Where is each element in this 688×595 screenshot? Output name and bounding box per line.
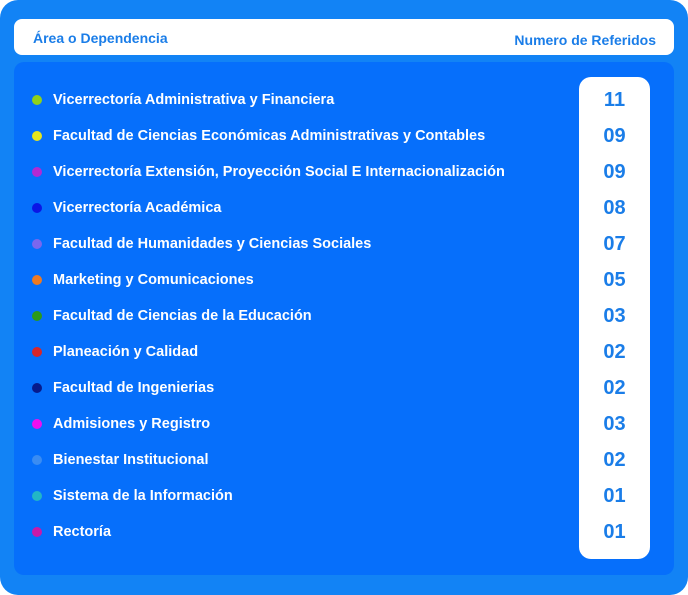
counts-list xyxy=(579,77,650,550)
list-item xyxy=(32,262,572,298)
bullet-dot-icon xyxy=(32,491,42,501)
area-label: Rectoría xyxy=(53,524,112,540)
list-item xyxy=(32,154,572,190)
referral-count: 02 xyxy=(603,340,626,363)
area-label: Admisiones y Registro xyxy=(53,416,211,432)
list-item xyxy=(32,406,572,442)
table-header xyxy=(14,19,674,55)
list-item xyxy=(32,478,572,514)
referral-count: 11 xyxy=(603,88,626,111)
area-label: Bienestar Institucional xyxy=(53,452,209,468)
referral-count: 02 xyxy=(603,376,626,399)
bullet-dot-icon xyxy=(32,311,42,321)
area-column-header: Área o Dependencia xyxy=(33,30,168,46)
area-label: Vicerrectoría Extensión, Proyección Social E Internacionalización xyxy=(53,164,505,180)
bullet-dot-icon xyxy=(32,95,42,105)
list-item xyxy=(32,334,572,370)
bullet-dot-icon xyxy=(32,167,42,177)
list-item xyxy=(32,298,572,334)
area-label: Facultad de Ingenierias xyxy=(53,380,215,396)
referral-count: 03 xyxy=(603,412,626,435)
list-item xyxy=(32,226,572,262)
referral-count: 01 xyxy=(603,484,626,507)
referral-count: 01 xyxy=(603,520,626,543)
bullet-dot-icon xyxy=(32,455,42,465)
bullet-dot-icon xyxy=(32,239,42,249)
list-item xyxy=(32,82,572,118)
list-item xyxy=(32,118,572,154)
area-label: Planeación y Calidad xyxy=(53,344,199,360)
bullet-dot-icon xyxy=(32,347,42,357)
table-body xyxy=(14,62,674,575)
list-item xyxy=(32,370,572,406)
referral-count: 05 xyxy=(603,268,626,291)
list-item xyxy=(32,190,572,226)
bullet-dot-icon xyxy=(32,131,42,141)
referral-count: 03 xyxy=(603,304,626,327)
referral-count: 09 xyxy=(603,160,626,183)
list-item xyxy=(32,514,572,550)
referral-count: 02 xyxy=(603,448,626,471)
bullet-dot-icon xyxy=(32,203,42,213)
area-label: Facultad de Humanidades y Ciencias Sociales xyxy=(53,236,372,252)
count-column-header: Numero de Referidos xyxy=(514,32,656,48)
bullet-dot-icon xyxy=(32,275,42,285)
referral-count: 07 xyxy=(603,232,626,255)
area-label: Facultad de Ciencias Económicas Administrativas y Contables xyxy=(53,128,486,144)
area-label: Vicerrectoría Administrativa y Financiera xyxy=(53,92,335,108)
bullet-dot-icon xyxy=(32,383,42,393)
area-label: Vicerrectoría Académica xyxy=(53,200,222,216)
area-list xyxy=(32,82,572,550)
counts-column xyxy=(579,77,650,559)
bullet-dot-icon xyxy=(32,419,42,429)
area-label: Marketing y Comunicaciones xyxy=(53,272,254,288)
referral-count: 08 xyxy=(603,196,626,219)
bullet-dot-icon xyxy=(32,527,42,537)
area-label: Sistema de la Información xyxy=(53,488,233,504)
area-label: Facultad de Ciencias de la Educación xyxy=(53,308,312,324)
referral-count: 09 xyxy=(603,124,626,147)
list-item xyxy=(32,442,572,478)
